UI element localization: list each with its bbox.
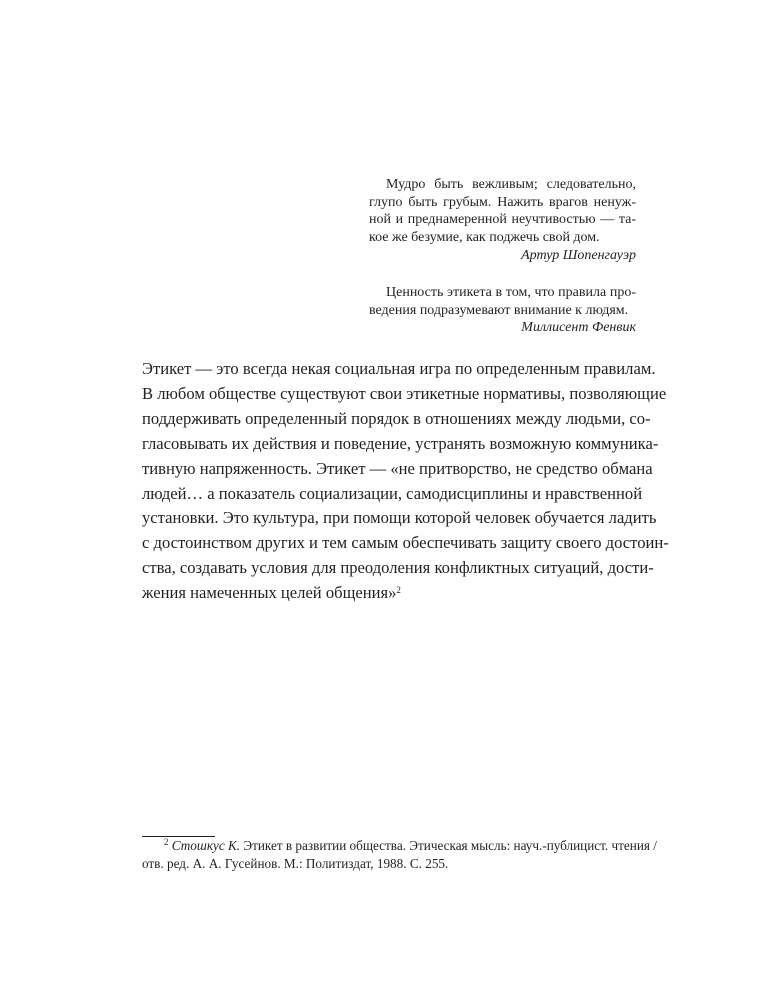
body-line: тивную напряженность. Этикет — «не притворство, не средство обмана xyxy=(142,458,653,478)
body-line: поддерживать определенный порядок в отношениях между людьми, со- xyxy=(142,408,651,428)
epigraph-line: ведения подразумевают внимание к людям. xyxy=(369,302,629,318)
body-line: В любом обществе существуют свои этикетные нормативы, позволяющие xyxy=(142,383,667,403)
footnote-number: 2 xyxy=(164,837,169,847)
epigraph-line: Ценность этикета в том, что правила про- xyxy=(386,285,636,300)
body-line: людей… а показатель социализации, самодисциплины и нравственной xyxy=(142,483,643,503)
footnote-line: отв. ред. А. А. Гусейнов. М.: Политиздат, 1988. С. 255. xyxy=(142,856,449,871)
body-line: установки. Это культура, при помощи которой человек обучается ладить xyxy=(142,508,657,528)
epigraph-line: ной и преднамеренной неучтивостью — та- xyxy=(369,212,636,227)
body-line: ства, создавать условия для преодоления конфликтных ситуаций, дости- xyxy=(142,558,654,578)
epigraph-schopenhauer xyxy=(369,176,636,265)
epigraph-author: Артур Шопенгауэр xyxy=(521,248,636,263)
body-line: с достоинством других и тем самым обеспечивать защиту своего достоин- xyxy=(142,533,669,553)
footnote-line xyxy=(142,837,657,855)
body-line: Этикет — это всегда некая социальная игра по определенным правилам. xyxy=(142,359,656,378)
body-line: гласовывать их действия и поведение, устранять возможную коммуника- xyxy=(142,433,659,453)
epigraph-line: глупо быть грубым. Нажить врагов ненуж- xyxy=(369,194,636,210)
epigraph-line: кое же безумие, как поджечь свой дом. xyxy=(369,229,600,245)
body-paragraph xyxy=(142,357,669,606)
footnote-author: Стошкус К. xyxy=(171,838,241,853)
footnote-reference[interactable]: 2 xyxy=(396,585,401,596)
body-line-text: жения намеченных целей общения» xyxy=(142,583,397,603)
body-line-last xyxy=(142,581,636,606)
footnote xyxy=(142,837,657,873)
epigraph-fenwick xyxy=(369,284,636,337)
epigraph-author: Миллисент Фенвик xyxy=(521,320,636,335)
epigraph-line: Мудро быть вежливым; следовательно, xyxy=(386,177,636,192)
footnote-text: Этикет в развитии общества. Этическая мысль: науч.-публицист. чтения / xyxy=(240,838,657,853)
